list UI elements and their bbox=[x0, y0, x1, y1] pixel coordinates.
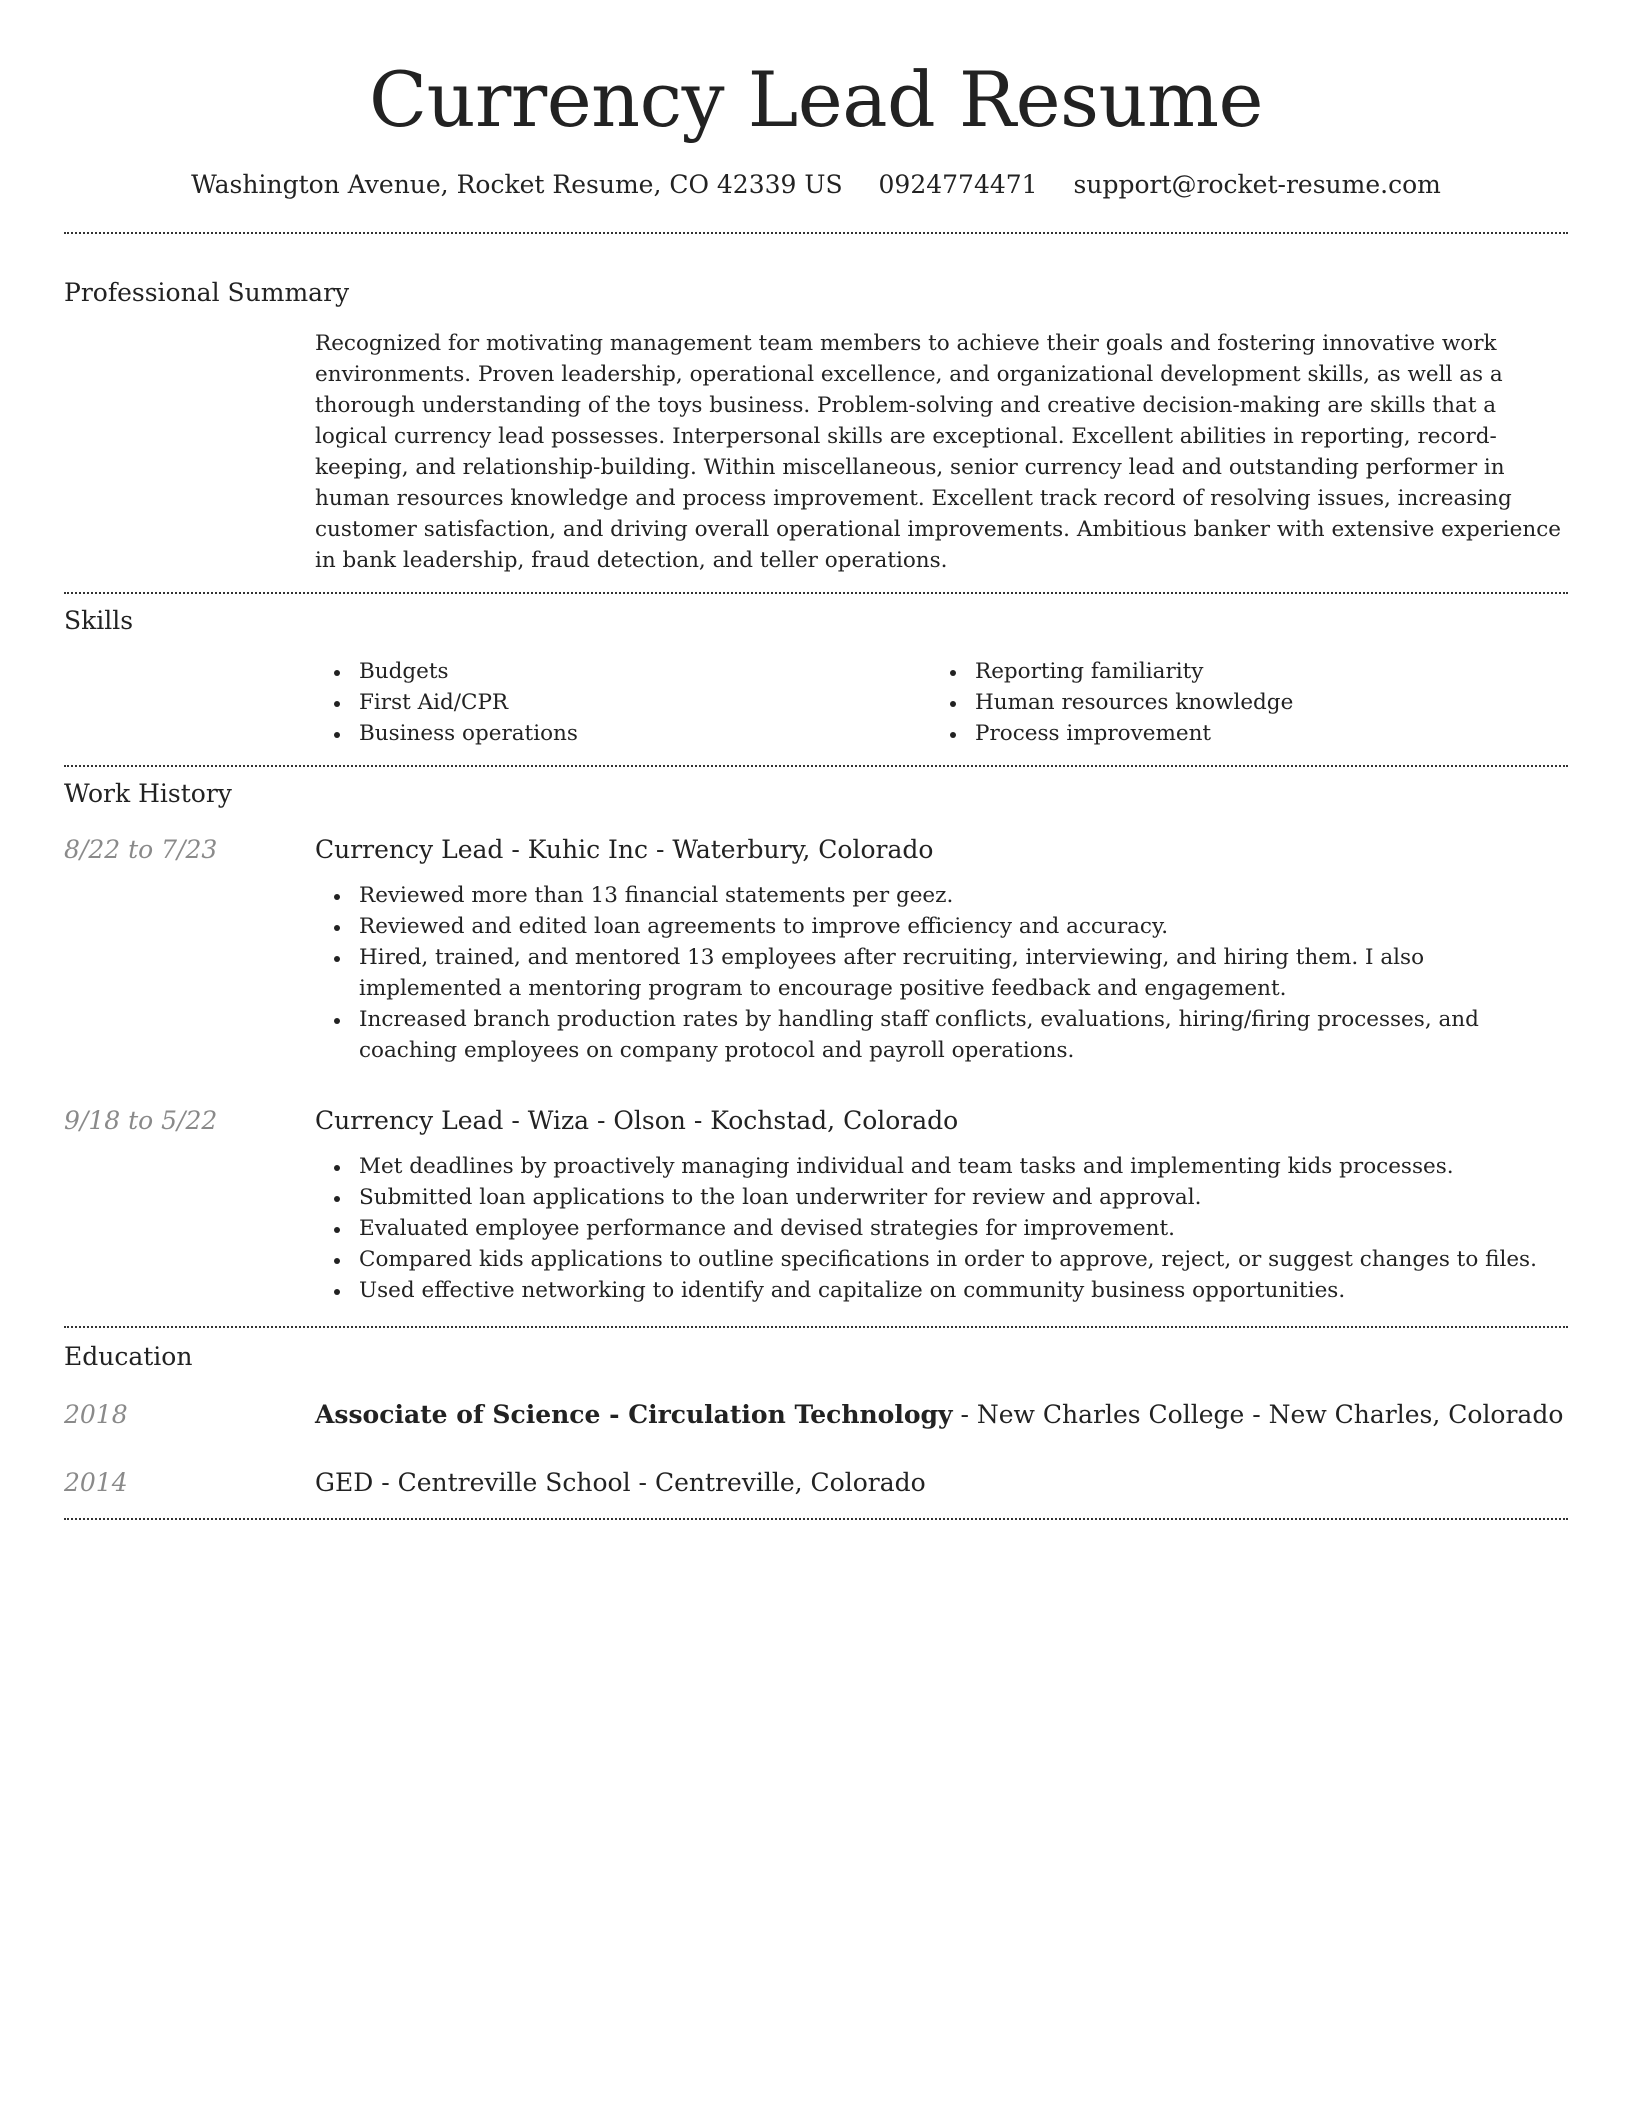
skill-item: Business operations bbox=[359, 718, 931, 749]
summary-section bbox=[64, 234, 1568, 576]
job-bullets bbox=[315, 880, 1568, 1066]
education-degree: Associate of Science - Circulation Technology bbox=[315, 1400, 953, 1429]
skills-section bbox=[64, 594, 1568, 749]
education-degree: GED bbox=[315, 1468, 374, 1497]
skills-list-right bbox=[931, 656, 1547, 749]
skill-item: Reporting familiarity bbox=[975, 656, 1547, 687]
job-bullet: Submitted loan applications to the loan underwriter for review and approval. bbox=[359, 1182, 1568, 1213]
section-divider bbox=[64, 1518, 1568, 1520]
education-school: - New Charles College - New Charles, Colorado bbox=[952, 1400, 1564, 1429]
skills-heading: Skills bbox=[64, 606, 134, 635]
contact-line bbox=[64, 168, 1568, 202]
contact-address: Washington Avenue, Rocket Resume, CO 42339 US bbox=[191, 170, 843, 199]
summary-text: Recognized for motivating management team members to achieve their goals and fostering innovative work environments. Proven leadership, operational excellence, and organizational development skills, as well as a thorough understanding of the toys business. Problem-solving and creative decision-making are skills that a logical currency lead possesses. Interpersonal skills are exceptional. Excellent abilities in reporting, record-keeping, and relationship-building. Within miscellaneous, senior currency lead and outstanding performer in human resources knowledge and process improvement. Excellent track record of resolving issues, increasing customer satisfaction, and driving overall operational improvements. Ambitious banker with extensive experience in bank leadership, fraud detection, and teller operations. bbox=[315, 331, 1561, 573]
job-dates: 9/18 to 5/22 bbox=[64, 1106, 218, 1135]
job-entry bbox=[64, 1104, 1568, 1306]
education-heading: Education bbox=[64, 1342, 193, 1371]
contact-phone: 0924774471 bbox=[878, 170, 1038, 199]
job-bullet: Reviewed and edited loan agreements to improve efficiency and accuracy. bbox=[359, 911, 1568, 942]
job-dates: 8/22 to 7/23 bbox=[64, 835, 218, 864]
job-bullet: Used effective networking to identify and capitalize on community business opportunities. bbox=[359, 1275, 1568, 1306]
education-section bbox=[64, 1328, 1568, 1500]
skill-item: Process improvement bbox=[975, 718, 1547, 749]
job-bullet: Evaluated employee performance and devised strategies for improvement. bbox=[359, 1213, 1568, 1244]
skills-row bbox=[64, 656, 1568, 749]
skill-item: Budgets bbox=[359, 656, 931, 687]
job-bullet: Hired, trained, and mentored 13 employees after recruiting, interviewing, and hiring them. I also implemented a mentoring program to encourage positive feedback and engagement. bbox=[359, 942, 1568, 1004]
work-section bbox=[64, 767, 1568, 1306]
summary-row bbox=[64, 328, 1568, 576]
job-title: Currency Lead - Kuhic Inc - Waterbury, Colorado bbox=[315, 835, 934, 864]
education-entry bbox=[64, 1466, 1568, 1500]
summary-heading: Professional Summary bbox=[64, 278, 350, 307]
job-bullet: Compared kids applications to outline specifications in order to approve, reject, or suggest changes to files. bbox=[359, 1244, 1568, 1275]
education-year: 2014 bbox=[64, 1468, 128, 1497]
education-year: 2018 bbox=[64, 1400, 128, 1429]
contact-email: support@rocket-resume.com bbox=[1073, 170, 1441, 199]
job-bullet: Reviewed more than 13 financial statements per geez. bbox=[359, 880, 1568, 911]
job-title: Currency Lead - Wiza - Olson - Kochstad, Colorado bbox=[315, 1106, 959, 1135]
education-entry bbox=[64, 1398, 1568, 1432]
work-heading: Work History bbox=[64, 779, 232, 808]
job-bullets bbox=[315, 1151, 1568, 1306]
skill-item: First Aid/CPR bbox=[359, 687, 931, 718]
skill-item: Human resources knowledge bbox=[975, 687, 1547, 718]
job-bullet: Increased branch production rates by handling staff conflicts, evaluations, hiring/firing processes, and coaching employees on company protocol and payroll operations. bbox=[359, 1004, 1568, 1066]
resume-title: Currency Lead Resume bbox=[368, 55, 1264, 144]
skills-grid bbox=[315, 656, 1568, 749]
job-bullet: Met deadlines by proactively managing individual and team tasks and implementing kids processes. bbox=[359, 1151, 1568, 1182]
job-entry bbox=[64, 833, 1568, 1066]
education-school: - Centreville School - Centreville, Colorado bbox=[373, 1468, 926, 1497]
skills-list-left bbox=[315, 656, 931, 749]
